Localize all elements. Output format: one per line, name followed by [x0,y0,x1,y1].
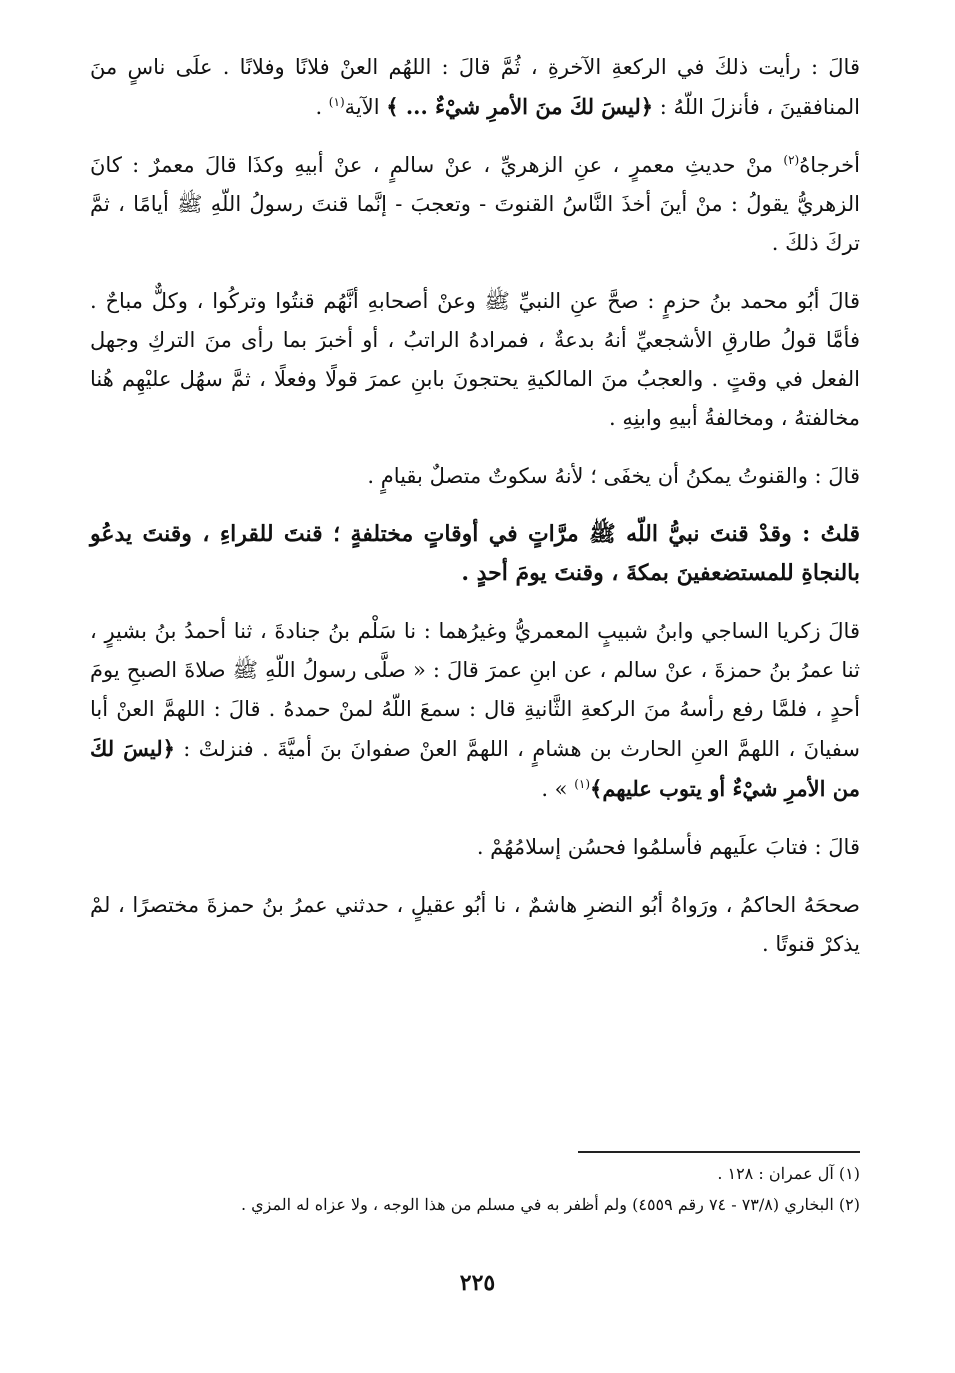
footnotes [90,1158,860,1220]
footnote-1-marker: (١) [838,1164,860,1183]
paragraph-p1 [90,48,860,127]
paragraph-p3 [90,282,860,438]
text-segment: قالَ : والقنوتُ يمكنُ أن يخفَى ؛ لأنهُ سكوتٌ متصلٌ بقيامٍ . [367,464,860,488]
text-segment: قالَ أبُو محمد بنُ حزمٍ : صحَّ عنِ النبيِّ ﷺ وعنْ أصحابهِ أنَّهُم قنتُوا وتركُوا ، وكلٌّ مباحٌ . فأمَّا قولُ طارقِ الأشجعيِّ أنهُ بدعةٌ ، فمرادهُ الراتبُ ، أو أخبرَ بما رأى منَ التركِ وجهل الفعل في وقتٍ . والعجبُ منَ المالكيةِ يحتجونَ بابنِ عمرَ قولًا وفعلًا ، ثمَّ سهُل عليْهِم هُنا مخالفتهُ ، ومخالفةُ أبيهِ وابنِهِ . [90,289,860,430]
text-segment: قالَ : رأيت ذلكَ في الركعةِ الآخرةِ ، ثُمَّ قالَ : اللهُم العنْ فلانًا وفلانًا . علَى ناسٍ منَ المنافقينَ ، فأنزلَ اللّهُ : [90,55,860,119]
paragraph-p7 [90,828,860,867]
footnote-reference: (١) [574,777,591,791]
text-segment: صححَهُ الحاكمُ ، ورَواهُ أبُو النضرِ هاشمٌ ، نا أبُو عقيلٍ ، حدثني عمرُ بنُ حمزةَ مختصرًا ، لمْ يذكرْ قنوتًا . [90,893,860,956]
text-segment: قالَ زكريا الساجي وابنُ شبيبٍ المعمريُّ وغيرُهما : نا سَلْم بنُ جنادةَ ، ثنا أحمدُ بنُ بشيرٍ ، ثنا عمرُ بنُ حمزةَ ، عنْ سالم ، عن ابنِ عمرَ قالَ : « صلَّى رسولُ اللّهِ ﷺ صلاةَ الصبحِ يومَ أحدٍ ، فلمَّا رفع رأسهُ منَ الركعةِ الثَّانيةِ قال : سمعَ اللّهُ لمنْ حمدهُ . قالَ : اللهمَّ العنْ أبا سفيانَ ، اللهمَّ العنِ الحارث بن هشامٍ ، اللهمَّ العنْ صفوانَ بنَ أميَّةَ . فنزلتْ : [90,619,860,761]
paragraph-p6 [90,612,860,809]
footnote-reference: (٢) [783,153,800,167]
footnote-2-text: البخاري (٧٣/٨ - ٧٤ رقم ٤٥٥٩) ولم أظفر به في مسلم من هذا الوجه ، ولا عزاه له المزي . [240,1195,834,1214]
text-segment: أخرجاهُ [799,153,860,177]
footnote-2 [90,1189,860,1220]
text-segment: منْ حديثِ معمرٍ ، عنِ الزهريِّ ، عنْ سالمٍ ، عنْ أبيهِ وكذَا قالَ معمرٌ : كانَ الزهريُّ يقولُ : منْ أينَ أخذَ النَّاسُ القنوتَ - وتعجبَ - إنَّما قنتَ رسولُ اللّهِ ﷺ أيامًا ، ثمَّ تركَ ذلكَ . [90,153,860,255]
paragraph-p8 [90,886,860,964]
text-segment: قالَ : فتابَ علَيهم فأسلمُوا فحسُن إسلامُهُمْ . [476,835,860,859]
quran-quote: ﴿ليسَ لكَ منَ الأمرِ شيْءٌ ... ﴾ [386,94,654,119]
main-text [90,48,860,983]
paragraph-p5 [90,515,860,593]
paragraph-p4 [90,457,860,496]
text-segment: الآية [344,95,387,119]
text-segment: » . [541,777,575,801]
page-number: ٢٢٥ [459,1270,496,1296]
footnote-1 [90,1158,860,1189]
footnote-separator [578,1151,860,1153]
quran-quote: ﴿ليسَ لكَ من الأمرِ شيْءٌ أو يتوب عليهم﴾ [90,736,860,801]
footnote-1-text: آل عمران : ١٢٨ . [717,1164,834,1183]
footnote-2-marker: (٢) [838,1195,860,1214]
text-segment: قلتُ : وقدْ قنتَ نبيُّ اللّه ﷺ مرَّاتٍ في أوقاتٍ مختلفةٍ ؛ قنتَ للقراءِ ، وقنتَ يدعُو بالنجاةِ للمستضعفينَ بمكةَ ، وقنتَ يومَ أحدٍ . [90,521,860,586]
paragraph-p2 [90,146,860,263]
text-segment: . [315,95,329,119]
footnote-reference: (١) [328,95,345,109]
